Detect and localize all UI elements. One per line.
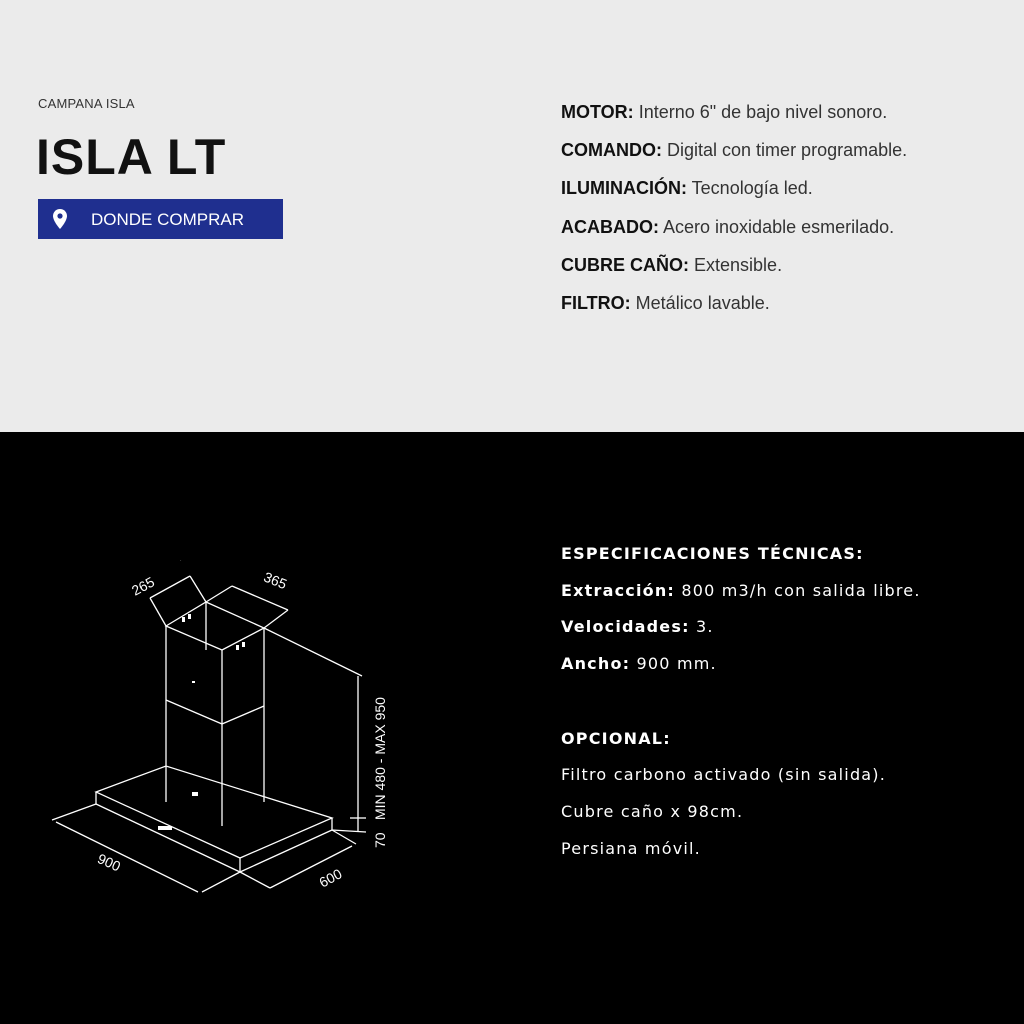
map-pin-icon [53,209,67,229]
feature-value: Digital con timer programable. [667,140,908,161]
spec-item [561,654,921,691]
optional-item: Cubre caño x 98cm. [561,802,744,822]
feature-item [561,217,907,255]
feature-value: Extensible. [694,254,783,275]
spec-item [561,617,921,654]
product-header-section [0,0,1024,432]
spacer [561,691,921,729]
feature-value: Interno 6" de bajo nivel sonoro. [638,102,888,122]
where-to-buy-button[interactable] [38,199,283,239]
feature-value: Metálico lavable. [635,292,770,313]
spec-label: Ancho: [561,654,631,674]
dim-chimney-depth-label: 265 [128,573,158,599]
feature-item [561,102,907,140]
specs-heading [561,544,921,581]
technical-specs [561,544,921,876]
dim-chimney-width-label: 365 [261,568,290,593]
spec-item [561,581,921,618]
feature-label: COMANDO: [561,140,662,161]
optional-heading [561,729,921,766]
spec-value: 3. [695,617,714,637]
optional-heading-text: OPCIONAL: [561,728,671,748]
hood-dimension-drawing [40,560,400,900]
product-title: ISLA LT [36,129,227,185]
spec-label: Extracción: [561,580,676,600]
dim-width-label: 900 [95,850,124,875]
feature-item [561,140,907,178]
specs-heading-text: ESPECIFICACIONES TÉCNICAS: [561,544,864,563]
spec-value: 800 m3/h con salida libre. [681,580,921,600]
spec-value: 900 mm. [636,654,717,674]
where-to-buy-label: DONDE COMPRAR [91,210,245,229]
feature-label: MOTOR: [561,102,634,122]
feature-item [561,293,907,331]
dim-depth-label: 600 [316,865,345,891]
feature-item [561,255,907,293]
feature-item [561,178,907,216]
feature-list [561,102,907,331]
dim-canopy-height-label: 70 [372,832,388,848]
feature-value: Tecnología led. [691,178,813,199]
feature-label: ILUMINACIÓN: [561,178,687,199]
product-category: CAMPANA ISLA [38,96,135,111]
dim-height-label: MIN 480 - MAX 950 [372,697,388,820]
spec-label: Velocidades: [561,617,690,637]
feature-value: Acero inoxidable esmerilado. [663,216,895,237]
optional-item: Persiana móvil. [561,838,701,858]
optional-item: Filtro carbono activado (sin salida). [561,765,887,785]
feature-label: CUBRE CAÑO: [561,254,689,275]
feature-label: ACABADO: [561,216,659,237]
feature-label: FILTRO: [561,292,631,313]
